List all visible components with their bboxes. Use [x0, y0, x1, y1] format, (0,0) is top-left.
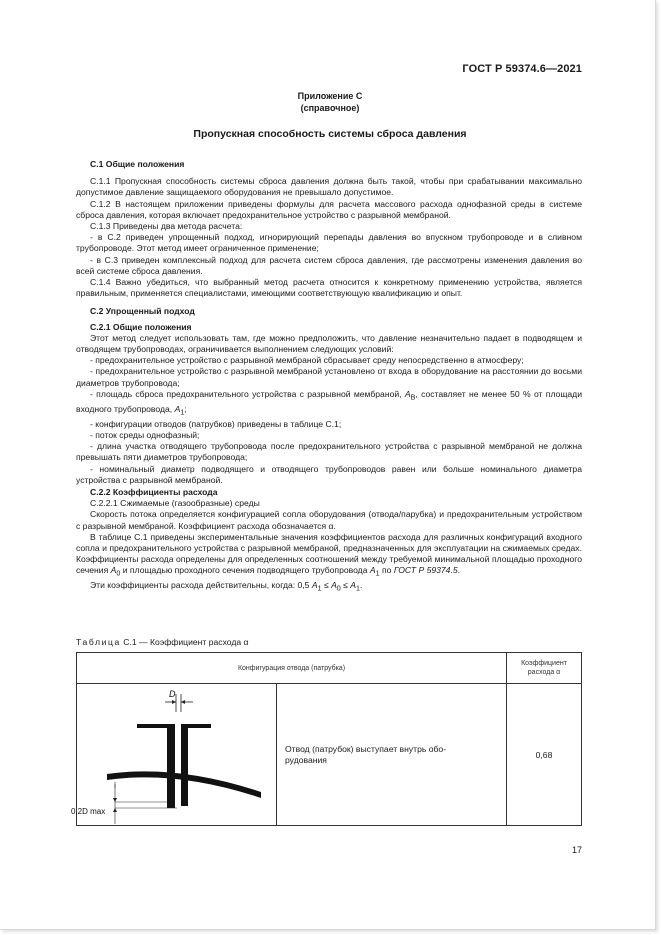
annex-heading [60, 90, 600, 114]
coefficient-value: 0,68 [507, 684, 582, 826]
list-item: - в С.3 приведен комплексный подход для расчета систем сброса давления, где рассмотрены изменения давления во всей системе сброса давления. [76, 254, 582, 276]
table-header-row [77, 653, 582, 684]
spacer [76, 299, 582, 305]
symbol-a: A [311, 580, 318, 591]
description-line: Отвод (патрубок) выступает внутрь обо- [285, 743, 447, 754]
subscript: 1 [356, 584, 360, 593]
section-c2-2-heading: С.2.2 Коэффициенты расхода [90, 486, 218, 497]
nozzle-protruding-figure [71, 684, 276, 825]
text-run: ≤ [321, 580, 332, 591]
standard-designation: ГОСТ Р 59374.6—2021 [462, 63, 582, 75]
list-item: - поток среды однофазный; [90, 429, 200, 440]
coefficient-table [71, 652, 582, 826]
symbol-a: A [350, 580, 357, 591]
description-cell [277, 684, 506, 825]
text-run: по [379, 565, 394, 576]
table-caption [76, 637, 582, 647]
label-offset: 0,2D max [71, 807, 106, 816]
left-flange [137, 724, 169, 728]
text-run: ; [184, 403, 187, 414]
arrowhead [113, 808, 117, 812]
symbol-a: A [110, 565, 117, 576]
symbol-a: A [331, 580, 337, 591]
paragraph-c2-2-1-c [76, 580, 582, 595]
paragraph-c1-4: С.1.4 Важно убедиться, что выбранный метод расчета относится к конкретному применению устройства, является правильным, применяется специалистами, имеющими соответствующую квалификацию и опыт. [76, 277, 582, 299]
standard-reference: ГОСТ Р 59374.5 [393, 565, 458, 576]
subsection-c2-2-1: С.2.2.1 Сжимаемые (газообразные) среды [90, 498, 260, 509]
list-item: - номинальный диаметр подводящего и отводящего трубопроводов равен или больше номинального диаметра устройства с разрывной мембраной. [76, 463, 582, 485]
list-item: - в С.2 приведен упрощенный подход, игнорирующий перепады давления во впускном трубопроводе и в сливном трубопроводе. Этот метод имеет ограниченное применение; [76, 232, 582, 254]
text-run: . [457, 565, 461, 576]
list-item: - предохранительное устройство с разрывной мембраной установлено от входа в оборудование на расстоянии до восьми диаметров трубопровода; [76, 366, 582, 388]
annex-note: (справочное) [300, 103, 360, 113]
page-number: 17 [571, 845, 582, 855]
symbol-a: A [369, 565, 376, 576]
arrowhead [181, 700, 185, 704]
list-item: - конфигурации отводов (патрубков) приведены в таблице С.1; [90, 418, 342, 429]
paragraph-c2-2-1-b [76, 532, 582, 581]
caption-word: Таблица [76, 637, 121, 647]
description-line: рудования [285, 754, 327, 765]
paragraph-c2-1-intro: Этот метод следует использовать там, где можно предположить, что давление незначительно падает в подводящем и отводящем трубопроводах, ограничивается выполнением следующих условий: [76, 332, 582, 355]
symbol-a: A [404, 388, 411, 399]
header-line: расхода α [527, 669, 561, 676]
right-pipe-wall [181, 724, 188, 806]
text-run: Эти коэффициенты расхода действительны, когда: 0,5 [90, 580, 312, 591]
section-c2-heading: С.2 Упрощенный подход [90, 306, 195, 317]
symbol-a: A [174, 403, 181, 414]
header-line: Коэффициент [521, 660, 567, 667]
section-c1-heading: С.1 Общие положения [90, 159, 185, 169]
paragraph-c2-2-1-a: Скорость потока определяется конфигурацией сопла оборудования (отвода/парубка) и предохранительным устройством с разрывной мембраной. Коэффициент расхода обозначается α. [76, 509, 582, 531]
subscript: 1 [375, 570, 380, 579]
section-c2-1-heading: С.2.1 Общие положения [90, 321, 192, 332]
text-run: и площадью проходного сечения подводящего трубопровода [120, 565, 370, 576]
subscript: 0 [336, 584, 341, 593]
nozzle-diagram [71, 684, 277, 825]
config-cell [71, 684, 507, 826]
document-body [76, 158, 582, 595]
table-row [77, 684, 582, 826]
left-pipe-wall [167, 724, 175, 808]
paragraph-c1-3: С.1.3 Приведены два метода расчета: [90, 221, 243, 232]
label-d: D [169, 689, 176, 699]
arrowhead [113, 798, 117, 802]
list-item: - длина участка отводящего трубопровода после предохранительного устройства с разрывной мембраной не должна превышать пяти диаметров трубопровода; [76, 441, 582, 463]
list-item-area [76, 389, 582, 419]
arrowhead [172, 700, 176, 704]
spacer [76, 318, 582, 321]
column-header-config: Конфигурация отвода (патрубка) [77, 653, 507, 684]
text-run: , составляет не менее 50 % от площади входного трубопровода, [76, 388, 582, 414]
annex-label: Приложение С [297, 91, 363, 101]
caption-text: С.1 — Коэффициент расхода α [120, 637, 249, 647]
subscript: B [410, 393, 416, 402]
paragraph-c1-1: С.1.1 Пропускная способность системы сброса давления должна быть такой, чтобы при срабатывании максимально допустимое давление защищаемого оборудования не превышало допустимое. [76, 176, 582, 198]
subscript: 1 [317, 584, 322, 593]
text-run: - площадь сброса предохранительного устройства с разрывной мембраной, [90, 388, 405, 399]
annex-title: Пропускная способность системы сброса давления [193, 128, 467, 140]
subscript: 1 [180, 408, 185, 417]
config-cell-inner [71, 684, 506, 825]
paragraph-c1-2: С.1.2 В настоящем приложении приведены формулы для расчета массового расхода однофазной среды в системе сброса давления, которая включает предохранительное устройство с разрывной мембраной. [76, 198, 582, 220]
text-run: ≤ [340, 580, 351, 591]
column-header-coefficient [507, 653, 582, 684]
subscript: 0 [116, 570, 121, 579]
text-run: . [360, 580, 363, 591]
text-run: В таблице С.1 приведены экспериментальные значения коэффициентов расхода для различных конфигураций входного сопла и предохранительного устройства с разрывной мембраной, предназначенных для эксплуатации на сжимаемых средах. Коэффициенты расхода определены для определенных соотношений между требуемой минимальной площадью проходного сечения [76, 531, 582, 576]
list-item: - предохранительное устройство с разрывной мембраной сбрасывает среду непосредственно в атмосферу; [90, 355, 524, 366]
